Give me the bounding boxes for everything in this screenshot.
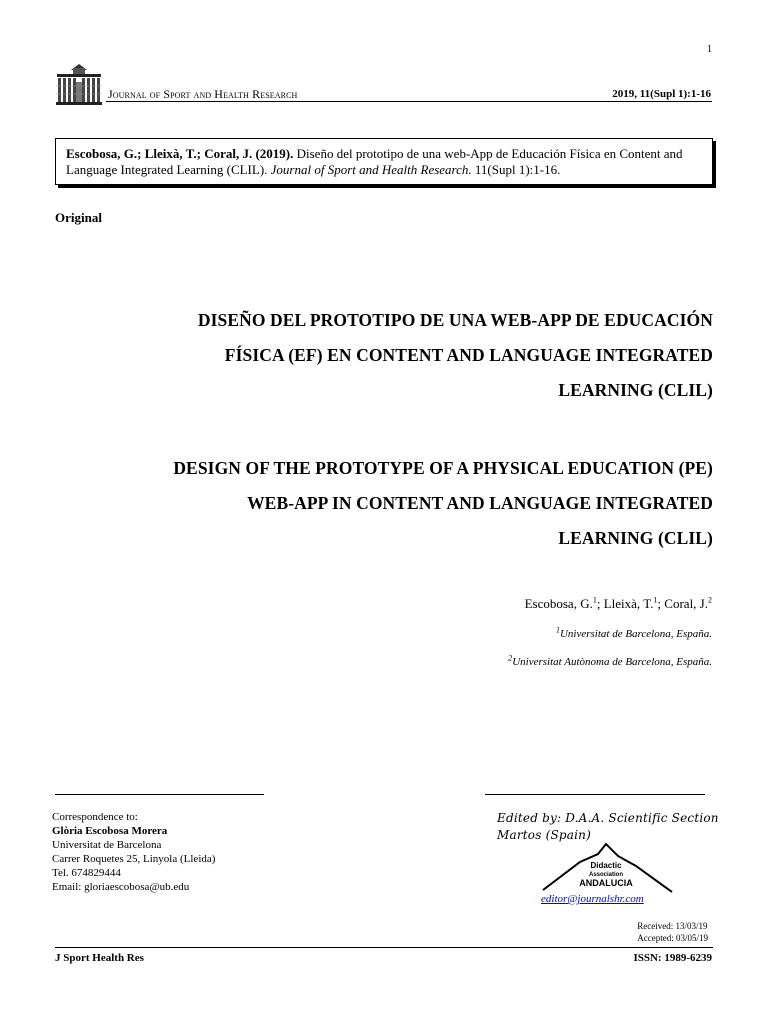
separator-left bbox=[55, 794, 264, 795]
affiliation-text: Universitat de Barcelona, España. bbox=[559, 628, 712, 640]
citation-volume: 11(Supl 1):1-16. bbox=[471, 162, 561, 177]
correspondence-label: Correspondence to: bbox=[52, 811, 138, 823]
page-number: 1 bbox=[707, 44, 712, 55]
editor-email-link[interactable]: editor@journalshr.com bbox=[541, 893, 644, 905]
received-dates bbox=[637, 920, 708, 944]
title-english bbox=[55, 451, 713, 556]
received-date: Received: 13/03/19 bbox=[637, 921, 708, 931]
edited-by-line: Martos (Spain) bbox=[497, 828, 591, 842]
citation-journal: Journal of Sport and Health Research. bbox=[267, 162, 472, 177]
logo-text-association: Association bbox=[588, 872, 624, 878]
title-es-line: DISEÑO DEL PROTOTIPO DE UNA WEB-APP DE EDUCACIÓN bbox=[197, 310, 713, 330]
author-affiliation-mark: 1 bbox=[653, 595, 658, 605]
logo-text-didactic: Didactic bbox=[590, 861, 622, 870]
logo-text-andalucia: ANDALUCIA bbox=[579, 878, 633, 888]
correspondence-email: Email: gloriaescobosa@ub.edu bbox=[52, 881, 190, 893]
correspondence-block bbox=[52, 810, 215, 894]
affiliation-number: 2 bbox=[508, 653, 513, 663]
university-building-logo bbox=[55, 62, 103, 106]
title-spanish bbox=[55, 303, 713, 408]
author-affiliation-mark: 2 bbox=[708, 595, 712, 605]
correspondence-name: Glòria Escobosa Morera bbox=[52, 825, 168, 837]
affiliation-number: 1 bbox=[555, 625, 560, 635]
edited-by-line: Edited by: D.A.A. Scientific Section bbox=[497, 811, 719, 825]
header-rule bbox=[106, 101, 712, 102]
correspondence-institution: Universitat de Barcelona bbox=[52, 839, 162, 851]
affiliation bbox=[508, 653, 712, 668]
affiliation-text: Universitat Autònoma de Barcelona, España. bbox=[512, 656, 712, 668]
author-name: Lleixà, T. bbox=[603, 596, 654, 611]
correspondence-address: Carrer Roquetes 25, Linyola (Lleida) bbox=[52, 853, 216, 865]
edited-by bbox=[497, 810, 719, 844]
footer-rule bbox=[55, 947, 713, 948]
title-es-line: LEARNING (CLIL) bbox=[558, 380, 713, 400]
title-en-line: WEB-APP IN CONTENT AND LANGUAGE INTEGRATED bbox=[247, 493, 713, 513]
footer-journal-abbrev: J Sport Health Res bbox=[55, 952, 144, 964]
author-list: Escobosa, G.$^1$; Lleixà, T.$^1$; Coral, J.$^2$ bbox=[524, 595, 712, 611]
issue-info: 2019, 11(Supl 1):1-16 bbox=[612, 88, 711, 100]
article-type: Original bbox=[55, 210, 102, 225]
citation-box bbox=[55, 138, 713, 185]
citation-authors: Escobosa, G.; Lleixà, T.; Coral, J. (2019). bbox=[66, 146, 294, 161]
author-name: Escobosa, G. bbox=[524, 596, 593, 611]
citation-title: Diseño del prototipo de una web-App de Educación Física en Content and Language Integrated Learning (CLIL). bbox=[66, 146, 683, 177]
separator-right bbox=[485, 794, 705, 795]
accepted-date: Accepted: 03/05/19 bbox=[637, 933, 708, 943]
author-name: Coral, J. bbox=[664, 596, 708, 611]
title-es-line: FÍSICA (EF) EN CONTENT AND LANGUAGE INTEGRATED bbox=[224, 345, 713, 365]
correspondence-phone: Tel. 674829444 bbox=[52, 867, 121, 879]
affiliation bbox=[555, 625, 712, 640]
footer-issn: ISSN: 1989-6239 bbox=[633, 952, 712, 964]
title-en-line: LEARNING (CLIL) bbox=[558, 528, 713, 548]
author-affiliation-mark: 1 bbox=[592, 595, 597, 605]
didactic-association-logo bbox=[540, 840, 675, 898]
journal-name: Journal of Sport and Health Research bbox=[108, 87, 298, 101]
title-en-line: DESIGN OF THE PROTOTYPE OF A PHYSICAL EDUCATION (PE) bbox=[173, 458, 713, 478]
